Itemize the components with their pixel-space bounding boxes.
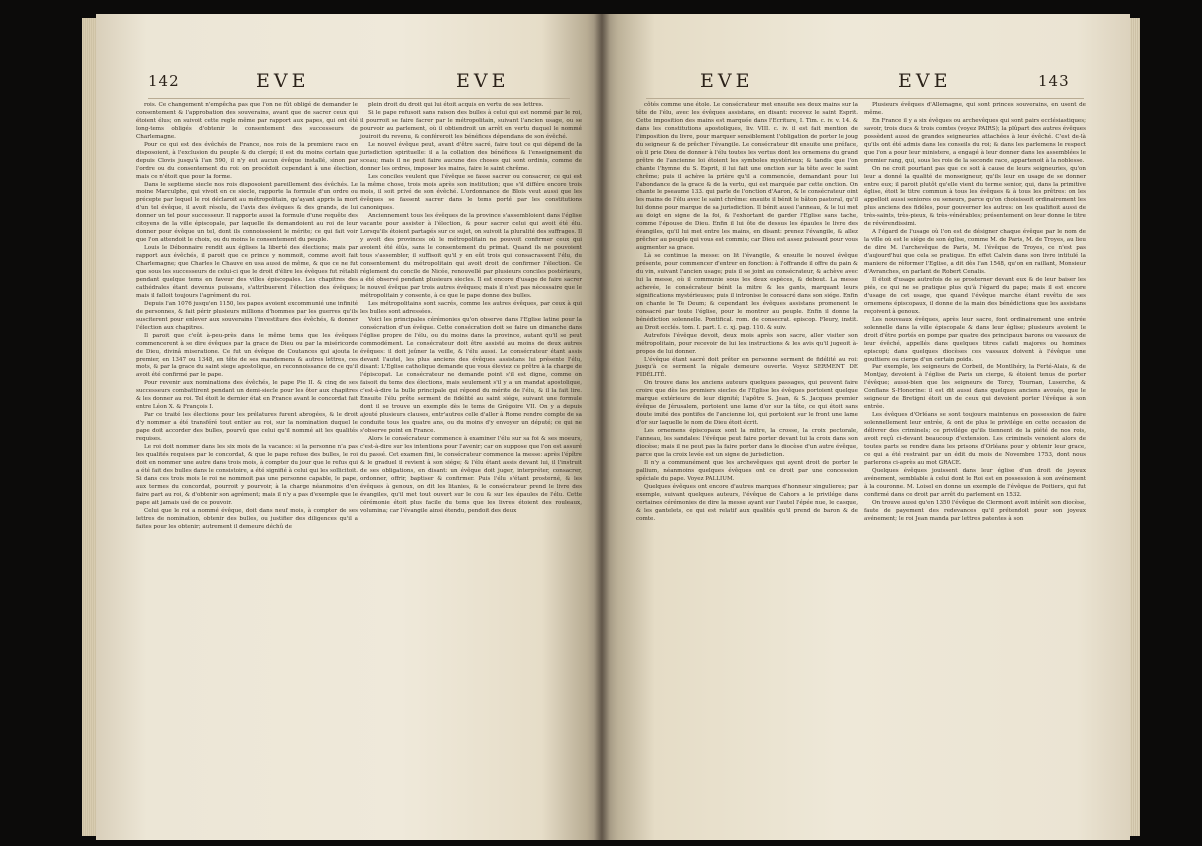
paragraph: Pour revenir aux nominations des évêchés, le pape Pie II. & cinq de ses successeurs combattirent pendant un demi-siecle pour les ôter aux chapitres & les donner au roi. Tel étoit le dernier état en France avant le concordat fait entre Léon X. & François I. [136, 380, 358, 411]
left-page-column-2 [360, 102, 582, 516]
running-head: EVE [700, 70, 754, 92]
paragraph: Louis le Débonnaire rendit aux églises la liberté des élections; mais par rapport aux évêchés, il paroit que ce prince y nommoit, comme avoit fait Charlemagne; que Charles le Chauve en usa aussi de même, & que ce ne fut que sous les successeurs de celui-ci que le droit d'élire les évêques fut rétabli pendant quelque tems en faveur des villes épiscopales. Les chapitres des cathédrales étant devenus puissans, s'attribuerent l'élection des évêques; mais il falloit toujours l'agrément du roi. [136, 245, 358, 299]
paragraph: Pour ce qui est des évêchés de France, nos rois de la premiere race en disposoient, à l'exclusion du peuple & du clergé; il est du moins certain que depuis Clovis jusqu'à l'an 590, il n'y eut aucun évêque installé, sinon par l'ordre ou du consentement du roi: on procédoit cependant à une élection, mais ce n'étoit que pour la forme. [136, 141, 358, 180]
left-page-header [96, 70, 602, 96]
left-page [96, 14, 602, 840]
paragraph: Dans le septieme siecle nos rois disposoient pareillement des évêchés. Le moine Marculphe, qui vivoit en ce siecle, rapporte la formule d'un ordre ou précepte par lequel le roi déclaroit au métropolitain, qu'ayant appris la mort d'un tel évêque, il avoit résolu, de l'avis des évêques & des grands, de lui donner un tel pour successeur. Il rapporte aussi la formule d'une requête des citoyens de la ville épiscopale, par laquelle ils demandoient au roi de leur donner pour évêque un tel, dont ils connoissoient le mérite; ce qui fait voir que l'on attendoit le choix, ou du moins le consentement du peuple. [136, 181, 358, 244]
right-page [602, 14, 1130, 840]
paragraph: Depuis l'an 1076 jusqu'en 1150, les papes avoient excommunié une infinité de personnes, & fait périr plusieurs millions d'hommes par les guerres qu'ils susciterent pour enlever aux souverains l'investiture des évêchés, & donner l'élection aux chapitres. [136, 300, 358, 331]
page-number: 143 [1038, 72, 1070, 90]
paragraph: Le roi doit nommer dans les six mois de la vacance: si la personne n'a pas les qualités requises par le concordat, & que le pape refuse des bulles, le roi doit en nommer une autre dans trois mois, à compter du jour que le refus qui a été fait des bulles dans le consistoire, a été signifié à celui qui les sollicitoit. Si dans ces trois mois le roi ne nommoit pas une personne capable, le pape, aux termes du concordat, pourroit y pourvoir, à la charge néanmoins d'en faire part au roi, & d'obtenir son agrément; mais il n'y a pas d'exemple que le pape ait jamais usé de ce pouvoir. [136, 443, 358, 506]
right-page-column-2 [864, 102, 1086, 524]
paragraph: Les métropolitains sont sacrés, comme les autres évêques, par ceux à qui les bulles sont adressées. [360, 300, 582, 315]
paragraph: Si le pape refusoit sans raison des bulles à celui qui est nommé par le roi, il pourroit se faire facrer par le métropolitain, suivant l'ancien usage, ou se pourvoir au parlement, où il obtiendroit un arrêt en vertu duquel le nommé jouiroit du revenu, & conféreroit les bénéfices dépendans de son évêché. [360, 109, 582, 140]
book-gutter [594, 14, 610, 840]
paragraph: Quelques évêques jouissent dans leur église d'un droit de joyeux avénement, semblable à celui dont le Roi est en possession à son avénement à la couronne. M. Loisel en donne un exemple de l'évêque de Poitiers, qui fut confirmé dans ce droit par arrêt du parlement en 1532. [864, 467, 1086, 498]
right-page-edges [1130, 18, 1140, 836]
paragraph: Il étoit d'usage autrefois de se prosterner devant eux & de leur baiser les piés, ce qui ne se pratique plus qu'à l'égard du pape; mais il est encore d'usage de cet usage, que quand l'évêque marche étant revêtu de ses ornemens épiscopaux, il donne de la main des bénédictions que les assistans reçoivent à genoux. [864, 276, 1086, 315]
running-head: EVE [456, 70, 510, 92]
running-head: EVE [256, 70, 310, 92]
paragraph: Les conciles veulent que l'évêque se fasse sacrer ou consacrer, ce qui est la même chose, trois mois après son institution; que s'il différe encore trois mois, il soit privé de son évêché. L'ordonnance de Blois veut aussi que les évêques se fassent sacrer dans le tems porté par les constitutions canoniques. [360, 173, 582, 212]
paragraph: En France il y a six évêques ou archevêques qui sont pairs ecclésiastiques; savoir, trois ducs & trois comtes (voyez PAIRS); la plûpart des autres évêques possèdent aussi de grandes seigneuries attachées à leur évêché. C'est de-là qu'ils ont été admis dans les conseils du roi; & dans les parlemens le respect que l'on a pour leur ministere, a engagé à leur donner dans les assemblées le premier rang, qui, sous les rois de la seconde race, appartenoit à la noblesse. [864, 117, 1086, 164]
paragraph: Les nouveaux évêques, après leur sacre, font ordinairement une entrée solennelle dans la ville épiscopale & dans leur église; plusieurs avoient le droit d'être portés en pompe par quatre des principaux barons ou vassaux de leur évêché, appellés dans quelques titres cafati majores ou homines episcopi; dans quelques diocèses ces vassaux doivent à l'évêque une gouttiere ou cierge d'un certain poids. [864, 316, 1086, 363]
paragraph: L'évêque étant sacré doit prêter en personne serment de fidélité au roi: jusqu'à ce serment la régale demeure ouverte. Voyez SERMENT DE FIDÉLITÉ. [636, 356, 858, 379]
paragraph: On ne croit pourtant pas que ce soit à cause de leurs seigneuries, qu'on leur a donné la qualité de monseigneur, qu'ils leur en usage de se donner entre eux; il paroit plutôt qu'elle vient du terme senior, qui, dans la primitive église, étoit le titre commun à tous les évêques & à tous les prêtres: on les appelloit aussi seniores ou seneurs, parce qu'on choisissoit ordinairement les plus anciens des fidéles, pour gouverner les autres: on les qualifioit aussi de très-saints, très-pieux, & très-vénérables; présentement on leur donne le titre de révérendissimi. [864, 165, 1086, 228]
header-rule [646, 98, 1084, 99]
paragraph: Le nouvel évêque peut, avant d'être sacré, faire tout ce qui dépend de la jurisdiction spirituelle: il a la collation des bénéfices & l'enseignement du sceau; mais il ne peut faire aucune des choses qui sont ordinis, comme de donner les ordres, imposer les mains, faire le saint chrême. [360, 141, 582, 172]
paragraph: Voici les principales cérémonies qu'on observe dans l'Eglise latine pour la consécration d'un évêque. Cette consécration doit se faire un dimanche dans l'église propre de l'élu, ou du moins dans la province, autant qu'il se peut commodément. Le consécrateur doit être assisté au moins de deux autres évêques: il doit jeûner la veille, & l'élu aussi. Le consécrateur étant assis devant l'autel, les plus anciens des évêques assistans lui présente l'élu, disant: L'Eglise catholique demande que vous éleviez ce prêtre à la charge de l'épiscopat. Le consécrateur ne demande point s'il est digne, comme on faisoit du tems des élections, mais seulement s'il y a un mandat apostolique, c'est-à-dire la bulle principale qui répond du mérite de l'élu, & il la fait lire. Ensuite l'élu prête serment de fidélité au saint siége, suivant une formule dont il se trouve un exemple dès le tems de Grégoire VII. On y a depuis ajouté plusieurs clauses, entr'autres celle d'aller à Rome rendre compte de sa conduite tous les quatre ans, ou du moins d'y envoyer un député; ce qui ne s'observe point en France. [360, 316, 582, 435]
right-page-header [602, 70, 1130, 96]
paragraph: A l'égard de l'usage où l'on est de désigner chaque évêque par le nom de la ville où est le siége de son église, comme M. de Paris, M. de Troyes, au lieu de dire M. l'archevêque de Paris, M. l'évêque de Troyes, ce n'est pas d'aujourd'hui que cela se pratique. En effet Calvin dans son livre intitulé la maniere de réformer l'Eglise, a dit dès l'an 1548, qu'on en raillant, Monsieur d'Avranches, en parlant de Robert Cenalis. [864, 229, 1086, 276]
paragraph: On trouve aussi qu'en 1350 l'évêque de Clermont avoit intérêt son diocèse, faute de payement des redevances qu'il prétendoit pour son joyeux avénement; le roi Jean manda par lettres patentes à son [864, 499, 1086, 522]
paragraph: Anciennement tous les évêques de la province s'assembloient dans l'église vacante pour assister à l'élection, & pour sacrer celui qui avoit été élu. Lorsqu'ils étoient partagés sur ce sujet, on suivoit la pluralité des suffrages. Il y avoit des provinces où le métropolitain ne pouvoit confirmer ceux qui avoient été élûs, sans le consentement du primat. Quand ils ne pouvoient tous s'assembler, il suffisoit qu'il y en eût trois qui consacrassent l'élu, du consentement du métropolitain qui avoit droit de confirmer l'élection. Ce réglement du concile de Nicée, renouvellé par plusieurs conciles postérieurs, a été observé pendant plusieurs siecles. Il est encore d'usage de faire sacrer le nouvel évêque par trois autres évêques; mais il n'est pas nécessaire que le métropolitain y consente, à ce que le pape donne des bulles. [360, 213, 582, 299]
right-page-column-1 [636, 102, 858, 524]
paragraph: Autrefois l'évêque devoit, deux mois après son sacre, aller visiter son métropolitain, pour recevoir de lui les instructions & les avis qu'il jugeoit à-propos de lui donner. [636, 332, 858, 355]
paragraph: Par ce traité les élections pour les prélatures furent abrogées, & le droit d'y nommer a été transféré tout entier au roi, sur la nomination duquel le pape doit accorder des bulles, pourvû que celui qu'il nommé ait les qualités requises. [136, 412, 358, 443]
left-page-column-1 [136, 102, 358, 531]
left-page-edges [82, 18, 96, 836]
paragraph: Plusieurs évêques d'Allemagne, qui sont princes souverains, en usent de même. [864, 102, 1086, 116]
paragraph: Là se continue la messe: on lit l'évangile, & ensuite le nouvel évêque présente, pour commencer d'entrer en fonction: à l'offrande il offre du pain & du vin, suivant l'ancien usage; puis il se joint au consécrateur, & achève avec lui la messe, où il communie sous les deux espèces, & debout. La messe achevée, le consécrateur bénit la mitre & les gants, marquant leurs significations mystérieuses; puis il intronise le consacré dans son siége. Enfin on chante le Te Deum; & cependant les évêques assistans promenent le consacré par toute l'église, pour le montrer au peuple. Enfin il donne la bénédiction solennelle. Pontifical. rom. de consecrat. episcop. Fleury, instit. au Droit ecclés. tom. I. part. I. c. xj. pag. 110. & suiv. [636, 253, 858, 331]
paragraph: Il paroit que c'eût à-peu-près dans le même tems que les évêques commencerent à se dire évêques par la grace de Dieu ou par la miséricorde de Dieu, divinâ miseratione. Ce fut un évêque de Coutances qui ajouta le premier, en 1347 ou 1348, en tête de ses mandemens & autres lettres, ces mots, & par la grace du saint siege apostolique, en reconnoissance de ce qu'il avoit été confirmé par le pape. [136, 332, 358, 379]
paragraph: plein droit du droit qui lui étoit acquis en vertu de ses lettres. [368, 102, 544, 108]
paragraph: On trouve dans les anciens auteurs quelques passages, qui peuvent faire croire que dès les premiers siecles de l'Eglise les évêques portoient quelque marque extérieure de leur dignité; l'apôtre S. Jean, & S. Jacques premier évêque de Jérusalem, portoient une lame d'or sur la tête, ce qui étoit sans doute imité des pontifes de l'ancienne loi, qui portoient sur le front une lame d'or sur laquelle le nom de Dieu étoit écrit. [636, 380, 858, 427]
paragraph: côtés comme une étole. Le consécrateur met ensuite ses deux mains sur la tête de l'élu, avec les évêques assistans, en disant: recevez le saint Esprit. Cette imposition des mains est marquée dans l'Ecriture, I. Tim. c. iv. v. 14. & dans les constitutions apostoliques, liv. VIII. c. iv. il est fait mention de l'imposition du livre, pour marquer sensiblement l'obligation de porter le joug du seigneur & de prêcher l'évangile. Le consécrateur dit ensuite une préface, où il prie Dieu de donner à l'élu toutes les vertus dont les ornemens du grand prêtre de l'ancienne loi étoient les symboles mystérieux; & tandis que l'on chante l'hymne du S. Esprit, il lui fait une onction sur la tête avec le saint chrême; puis il achève la prière qu'il a commencée, demandant pour lui l'abondance de la grace & de la vertu, qui est marquée par cette onction. On chante le pseaume 133. qui parle de l'onction d'Aaron, & le consécrateur oint les mains de l'élu avec le saint chrême: ensuite il bénit le bâton pastoral, qu'il lui donne pour marque de sa jurisdiction. Il bénit aussi l'anneau, & le lui met au doigt en signe de la foi, & l'exhortant de garder l'Eglise sans tache, comme l'épouse de Dieu. Enfin il lui ôte de dessus les épaules le livre des évangiles, qu'il lui met entre les mains, en disant: prenez l'évangile, & allez prêcher au peuple qui vous est commis; car Dieu est assez puissant pour vous augmenter sa grace. [636, 102, 858, 252]
paragraph: Alors le consécrateur commence à examiner l'élu sur sa foi & ses moeurs, c'est-à-dire sur les intentions pour l'avenir; car on suppose que l'on est assuré du passé. Cet examen fini, le consécrateur commence la messe: après l'épître & le graduel il revient à son siége; & l'élu étant assis devant lui, il l'instruit de ses obligations, en disant: un évêque doit juger, interpréter, consacrer, ordonner, offrir, baptiser & confirmer. Puis l'élu s'étant prosterné, & les évêques à genoux, on dit les litanies, & le consécrateur prend le livre des évangiles, qu'il met tout ouvert sur le cou & sur les épaules de l'élu. Cette cérémonie étoit plus facile du tems que les livres étoient des rouleaux, volumina; car l'évangile ainsi étendu, pendoit des deux [360, 436, 582, 514]
header-rule [148, 98, 570, 99]
paragraph: Celui que le roi a nommé évêque, doit dans neuf mois, à compter de ses lettres de nomination, obtenir des bulles, ou justifier des diligences qu'il a faites pour les obtenir; autrement il demeure déchû de [136, 507, 358, 530]
paragraph: Les ornemens épiscopaux sont la mitre, la crosse, la croix pectorale, l'anneau, les sandales: l'évêque peut faire porter devant lui la croix dans son diocèse; mais il ne peut pas la faire porter dans le diocèse d'un autre évêque, parce que la croix levée est un signe de jurisdiction. [636, 428, 858, 458]
paragraph: Quelques évêques ont encore d'autres marques d'honneur singulieres; par exemple, suivant quelques auteurs, l'évêque de Cahors a le privilége dans certaines cérémonies de dire la messe ayant sur l'autel l'épée nue, le casque, & les gantelets, ce qui est relatif aux qualités qu'il prend de baron & de comte. [636, 483, 858, 522]
paragraph: Par exemple, les seigneurs de Corbeil, de Montlhéry, la Ferté-Alais, & de Montjay, devoient à l'église de Paris un cierge, & étoient tenus de porter l'évêque; aussi-bien que les seigneurs de Torcy, Tournan, Luserche, & Conflans S-Honorine: il est dit aussi dans quelques anciens avoués, que le seigneur de Bretigni étoit un de ceux qui devoient porter l'évêque à son entrée. [864, 364, 1086, 411]
paragraph: Les évêques d'Orléans se sont toujours maintenus en possession de faire solennellement leur entrée, & ont de plus le privilége en cette occasion de délivrer des criminels; ce privilége qu'ils tiennent de la piété de nos rois, avoit reçû ci-devant beaucoup d'extension. Les criminels venoient alors de toutes parts se rendre dans les prisons d'Orléans pour y obtenir leur grace, ce qui a été restraint par un édit du mois de Novembre 1753, dont nous parlerons ci-après au mot GRACE. [864, 412, 1086, 466]
paragraph: rois. Ce changement n'empêcha pas que l'on ne fût obligé de demander le consentement & l'approbation des souverains, avant que de sacrer ceux qui étoient élus; on suivoit cette regle même par rapport aux papes, qui ont été long-tems obligés d'obtenir le consentement des successeurs de Charlemagne. [136, 102, 358, 140]
running-head: EVE [898, 70, 952, 92]
paragraph: Il n'y a communément que les archevêques qui ayent droit de porter le pallium, néanmoins quelques évêques ont ce droit par une concession spéciale du pape. Voyez PALLIUM. [636, 459, 858, 482]
page-number: 142 [148, 72, 180, 90]
